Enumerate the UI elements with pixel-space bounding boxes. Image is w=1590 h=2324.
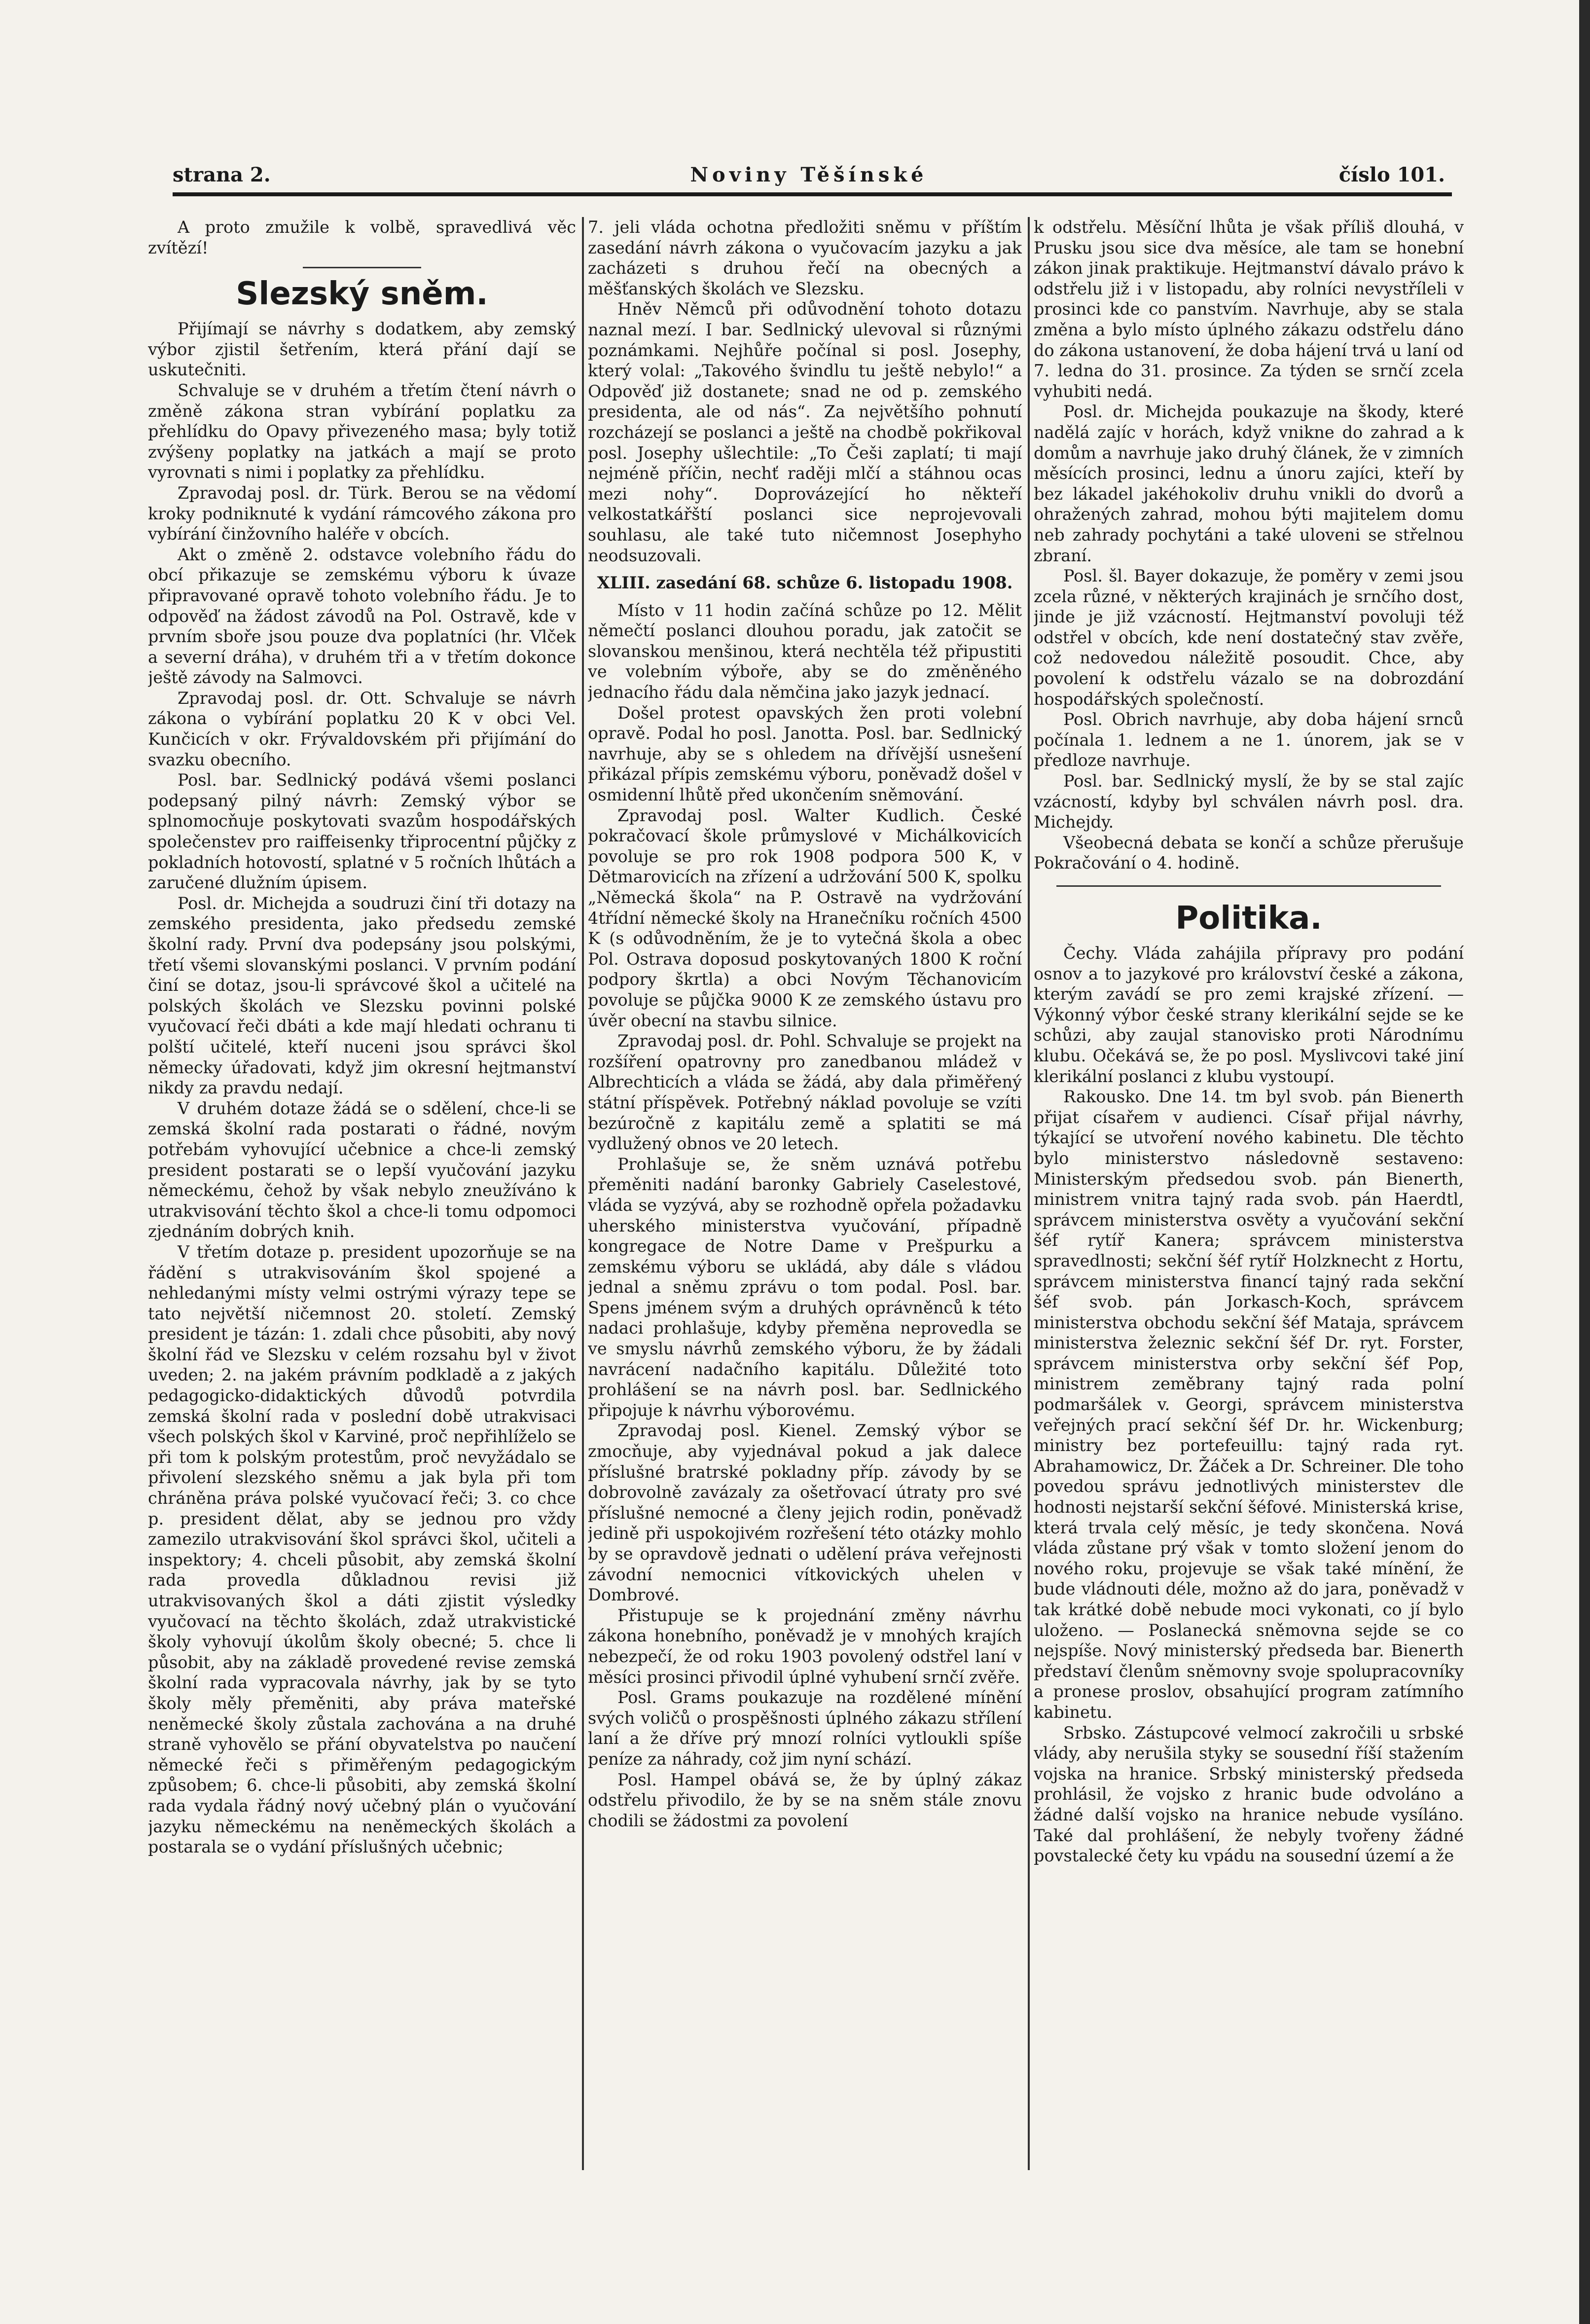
- article-paragraph: Zpravodaj posl. Kienel. Zemský výbor se zmocňuje, aby vyjednával pokud a jak dalece příslušné bratrské pokladny příp. závody by se dobrovolně zavázaly za ošetřovací útraty pro své příslušné nemocné a členy jejich rodin, poněvadž jedině při uspokojivém rozřešení této otázky mohlo by se opravdově jednati o udělení práva veřejnosti závodní nemocnici vítkovických uhelen v Dombrové.: [588, 1421, 1022, 1605]
- newspaper-title: Noviny Těšínské: [690, 163, 928, 186]
- section-title-slezsky-snem: Slezský sněm.: [236, 276, 488, 313]
- article-paragraph: Zpravodaj posl. Walter Kudlich. České pokračovací škole průmyslové v Michálkovicích povoluje se pro rok 1908 podpora 500 K, v Dětmarovicích na zřízení a udržování 500 K, spolku „Německá škola“ na P. Ostravě na vydržování 4třídní německé školy na Hranečníku ročních 4500 K (s odůvodněním, že je to vytečná škola a obec Pol. Ostrava doposud poskytovaných 1800 K roční podpory škrtla) a obci Novým Těchanovicím povoluje se půjčka 9000 K ze zemského ústavu pro úvěr obecní na stavbu silnice.: [588, 805, 1022, 1030]
- section-divider: [1056, 885, 1441, 887]
- column-1: [148, 217, 576, 2165]
- session-heading: XLIII. zasedání 68. schůze 6. listopadu 1908.: [597, 573, 1013, 593]
- article-paragraph: k odstřelu. Měsíční lhůta je však příliš dlouhá, v Prusku jsou sice dva měsíce, ale tam se honební zákon jinak praktikuje. Hejtmanství dávalo právo k odstřelu již i v listopadu, aby rolníci nevystříleli v prosinci kde co panstvím. Navrhuje, aby se stala změna a bylo místo úplného zákazu odstřelu dáno do zákona ustanovení, že doba hájení trvá u laní od 7. ledna do 31. prosince. Za týden se srnčí zcela vyhubiti nedá.: [1034, 218, 1464, 401]
- article-paragraph: Zpravodaj posl. dr. Türk. Berou se na vědomí kroky podniknuté k vydání rámcového zákona pro vybírání činžovního haléře v obcích.: [148, 483, 576, 544]
- header-rule: [173, 192, 1452, 196]
- article-paragraph: 7. jeli vláda ochotna předložiti sněmu v příštím zasedání návrh zákona o vyučovacím jazyku a jak zacházeti s druhou řečí na obecných a měšťanských školách ve Slezsku.: [588, 218, 1022, 298]
- article-paragraph: Zpravodaj posl. dr. Ott. Schvaluje se návrh zákona o vybírání poplatku 20 K v obci Vel. Kunčicích v okr. Frývaldovském při přijímání do svazku obecního.: [148, 688, 576, 769]
- article-paragraph: Posl. dr. Michejda poukazuje na škody, které nadělá zajíc v horách, když vnikne do zahrad a k domům a navrhuje jako druhý článek, že v zimních měsících prosinci, lednu a únoru zajíci, kteří by bez lákadel jakéhokoliv druhu vnikli do dvorů a ohražených zahrad, mohou býti majitelem domu neb zahrady pochytáni a také uloveni se střelnou zbraní.: [1034, 402, 1464, 565]
- column-divider: [1028, 217, 1030, 2170]
- article-paragraph: V třetím dotaze p. president upozorňuje se na řádění s utrakvisováním škol spojené a nehledanými místy velmi ostrými výrazy tepe se tato největší ničemnost 20. století. Zemský president je tázán: 1. zdali chce působiti, aby nový školní řád ve Slezsku v celém rozsahu byl v život uveden; 2. na jakém právním podkladě a z jakých pedagogicko-didaktických důvodů potvrdila zemská školní rada v poslední době utrakvisaci všech polských škol v Karviné, proč nepřihlíželo se při tom k polským protestům, proč nevyžádalo se přivolení slezského sněmu a jak byla při tom chráněna práva polské vyučovací řeči; 3. co chce p. president dělat, aby se jednou pro vždy zamezilo utrakvisování škol správci škol, učiteli a inspektory; 4. chceli působit, aby zemská školní rada provedla důkladnou revisi již utrakvisovaných škol a dáti zjistit výsledky vyučovací na těchto školách, zdaž utrakvistické školy vyhovují úkolům školy obecné; 5. chce li působit, aby na základě provedené revise zemská školní rada vypracovala návrhy, jak by se tyto školy měly přeměniti, aby práva mateřské neněmecké školy zůstala zachována a na druhé straně vyhovělo se přání obyvatelstva po naučení německé řeči s přiměřeným pedagogickým způsobem; 6. chce-li působiti, aby zemská školní rada vydala řádný nový učebný plán o vyučování jazyku německému na neněmeckých školách a postarala se o vydání příslušných učebnic;: [148, 1242, 576, 1857]
- column-3: [1034, 217, 1464, 2165]
- section-title-politika: Politika.: [1175, 900, 1322, 937]
- article-paragraph: Posl. Obrich navrhuje, aby doba hájení srnců počínala 1. lednem a ne 1. únorem, jak se v předloze navrhuje.: [1034, 710, 1464, 770]
- intro-paragraph: A proto zmužile k volbě, spravedlivá věc zvítězí!: [148, 218, 576, 257]
- article-paragraph: Srbsko. Zástupcové velmocí zakročili u srbské vlády, aby nerušila styky se sousední říší stažením vojska na hranice. Srbský ministerský předseda prohlásil, že vojsko z hranic bude odvoláno a žádné další vojsko na hranice nebude vysíláno. Také dal prohlášení, že nebyly tvořeny žádné povstalecké čety ku vpádu na sousední území a že: [1034, 1723, 1464, 1866]
- article-paragraph: Došel protest opavských žen proti volební opravě. Podal ho posl. Janotta. Posl. bar. Sedlnický navrhuje, aby se s ohledem na dřívější usnešení přikázal přípis zemskému výboru, poněvadž došel v osmidenní lhůtě před ukončením sněmování.: [588, 703, 1022, 805]
- article-paragraph: Prohlašuje se, že sněm uznává potřebu přeměniti nadání baronky Gabriely Caselestové, vláda se vyzývá, aby se rozhodně opřela požadavku uherského ministerstva vyučování, případně kongregace de Notre Dame v Prešpurku a zemskému výboru se ukládá, aby dále s vládou jednal a sněmu zprávu o tom podal. Posl. bar. Spens jménem svým a druhých oprávněnců k této nadaci prohlašuje, kdyby přeměna neprovedla se ve smyslu návrhů zemského výboru, že by žádali navrácení nadačního kapitálu. Důležité toto prohlášení se na návrh posl. bar. Sedlnického připojuje k návrhu výborovému.: [588, 1154, 1022, 1420]
- article-paragraph: Rakousko. Dne 14. tm byl svob. pán Bienerth přijat císařem v audienci. Císař přijal návrhy, týkající se utvoření nového kabinetu. Dle těchto bylo ministerstvo následovně sestaveno: Ministerským předsedou svob. pán Bienerth, ministrem vnitra tajný rada svob. pán Haerdtl, správcem ministerstva osvěty a vyučování sekční šéf rytíř Kanera; správcem ministerstva spravedlnosti; sekční šéf rytíř Holzknecht z Hortu, správcem ministerstva financí tajný rada sekční šéf svob. pán Jorkasch-Koch, správcem ministerstva obchodu sekční šéf Mataja, správcem ministerstva železnic sekční šéf Dr. ryt. Forster, správcem ministerstva orby sekční šéf Pop, ministrem zeměbrany tajný rada polní podmaršálek v. Georgi, správcem ministerstva veřejných prací sekční šéf Dr. hr. Wickenburg; ministry bez portefeuillu: tajný rada ryt. Abrahamowicz, Dr. Žáček a Dr. Schreiner. Dle toho povedou správu jednotlivých ministerstev dle hodnosti nejstarší sekční šéfové. Ministerská krise, která trvala celý měsíc, je tedy skončena. Nová vláda zůstane prý však v tomto složení jenom do nového roku, projevuje se však také mínění, že bude vládnouti déle, možno až do jara, poněvadž v tak krátké době nebude moci vykonati, co jí bylo uloženo. — Poslanecká sněmovna sejde se co nejspíše. Nový ministerský předseda bar. Bienerth představí členům sněmovny svoje spolupracovníky a pronese proslov, obsahující program zatímního kabinetu.: [1034, 1087, 1464, 1722]
- article-paragraph: Posl. šl. Bayer dokazuje, že poměry v zemi jsou zcela různé, v některých krajinách je srnčího dost, jinde je již vzácností. Hejtmanství povoluji též odstřel v obcích, kde není dostatečný stav zvěře, což nedovedou náležitě posoudit. Chce, aby povolení k odstřelu vázalo se na dobrozdání hospodářských společností.: [1034, 566, 1464, 709]
- article-paragraph: Hněv Němců při odůvodnění tohoto dotazu naznal mezí. I bar. Sedlnický ulevoval si různými poznámkami. Nejhůře počínal si posl. Josephy, který volal: „Takového švindlu tu ještě nebylo!“ a Odpověď již dostanete; snad ne od p. zemského presidenta, ale od nás“. Za největšího pohnutí rozcházejí se poslanci a ještě na chodbě pokřikoval posl. Josephy ušlechtile: „To Češi zaplatí; ti mají nejméně příčin, nechť raději mlčí a stáhnou ocas mezi nohy“. Doprovázející ho někteří velkostatkářští poslanci sice neprojevovali souhlasu, ale také tuto ničemnost Josephyho neodsuzovali.: [588, 299, 1022, 565]
- page-edge: [1579, 0, 1590, 2324]
- article-paragraph: Posl. dr. Michejda a soudruzi činí tři dotazy na zemského presidenta, jako předsedu zemské školní rady. První dva podepsány jsou polskými, třetí všemi slovanskými poslanci. V prvním podání činí se dotaz, jsou-li správcové škol a učitelé na polských školách ve Slezsku povinni polské vyučovací řeči dbáti a kde mají hledati ochranu ti polští učitelé, kteří nuceni jsou správci škol německy úřadovati, když jim okresní hejtmanství nikdy za pravdu nedají.: [148, 893, 576, 1098]
- article-paragraph: Místo v 11 hodin začíná schůze po 12. Mělit němečtí poslanci dlouhou poradu, jak zatočit se slovanskou menšinou, která nechtěla též připustiti ve volebním výboře, aby se do změněného jednacího řádu dala němčina jako jazyk jednací.: [588, 600, 1022, 702]
- section-divider: [303, 267, 421, 268]
- page-number: strana 2.: [173, 163, 271, 186]
- article-paragraph: Posl. bar. Sedlnický myslí, že by se stal zajíc vzácností, kdyby byl schválen návrh posl. dra. Michejdy.: [1034, 771, 1464, 832]
- article-paragraph: Posl. Hampel obává se, že by úplný zákaz odstřelu přivodilo, že by se na sněm stále znovu chodili se žádostmi za povolení: [588, 1770, 1022, 1830]
- article-paragraph: V druhém dotaze žádá se o sdělení, chce-li se zemská školní rada postarati o řádné, novým potřebám vyhovující učebnice a chce-li zemský president postarati se o lepší vyučování jazyku německému, čehož by však nebylo zneužíváno k utrakvisování těchto škol a chce-li tomu odpomoci zjednáním dobrých knih.: [148, 1098, 576, 1241]
- page-header: [173, 163, 1445, 192]
- article-paragraph: Čechy. Vláda zahájila přípravy pro podání osnov a to jazykové pro království české a zákona, kterým zavádí se pro zemi krajské zřízení. — Výkonný výbor české strany klerikální sejde se ke schůzi, aby zaujal stanovisko proti Národnímu klubu. Očekává se, že po posl. Myslivcovi také jiní klerikální poslanci z klubu vystoupí.: [1034, 944, 1464, 1086]
- article-paragraph: Přistupuje se k projednání změny návrhu zákona honebního, poněvadž je v mnohých krajích nebezpečí, že od roku 1903 povolený odstřel laní v měsíci prosinci přivodil úplné vyhubení srnčí zvěře.: [588, 1605, 1022, 1687]
- article-paragraph: Přijímají se návrhy s dodatkem, aby zemský výbor zjistil šetřením, která přání dají se uskutečniti.: [148, 319, 576, 380]
- article-paragraph: Posl. Grams poukazuje na rozdělené mínění svých voličů o prospěšnosti úplného zákazu střílení laní a že dříve prý mnozí rolníci vytloukli spíše peníze za náhrady, což jim nyní schází.: [588, 1688, 1022, 1769]
- column-2: [588, 217, 1022, 2165]
- issue-number: číslo 101.: [1338, 163, 1445, 186]
- article-paragraph: Akt o změně 2. odstavce volebního řádu do obcí přikazuje se zemskému výboru k úvaze připravované opravě tohoto volebního řádu. Je to odpověď na žádost závodů na Pol. Ostravě, kde v prvním sboře jsou pouze dva poplatníci (hr. Vlček a severní dráha), v druhém tři a v třetím dokonce ještě závody na Salmovci.: [148, 545, 576, 688]
- article-paragraph: Posl. bar. Sedlnický podává všemi poslanci podepsaný pilný návrh: Zemský výbor se splnomocňuje poskytovati svazům hospodářských společenstev pro raiffeisenky třiprocentní půjčky z pokladních hotovostí, splatné v 5 ročních lhůtách a zaručené dlužním úpisem.: [148, 770, 576, 893]
- article-paragraph: Schvaluje se v druhém a třetím čtení návrh o změně zákona stran vybírání poplatku za přehlídku do Opavy přivezeného masa; byly totiž zvýšeny poplatky na jatkách a mají se proto vyrovnati s nimi i poplatky za přehlídku.: [148, 380, 576, 482]
- article-paragraph: Všeobecná debata se končí a schůze přerušuje Pokračování o 4. hodině.: [1034, 833, 1464, 873]
- article-paragraph: Zpravodaj posl. dr. Pohl. Schvaluje se projekt na rozšíření opatrovny pro zanedbanou mládež v Albrechticích a vláda se žádá, aby dala přiměřený státní příspěvek. Potřebný náklad povoluje se vzíti bezúročně z kapitálu země a splatiti se má vydlužený obnos ve 20 letech.: [588, 1031, 1022, 1154]
- column-divider: [582, 217, 584, 2170]
